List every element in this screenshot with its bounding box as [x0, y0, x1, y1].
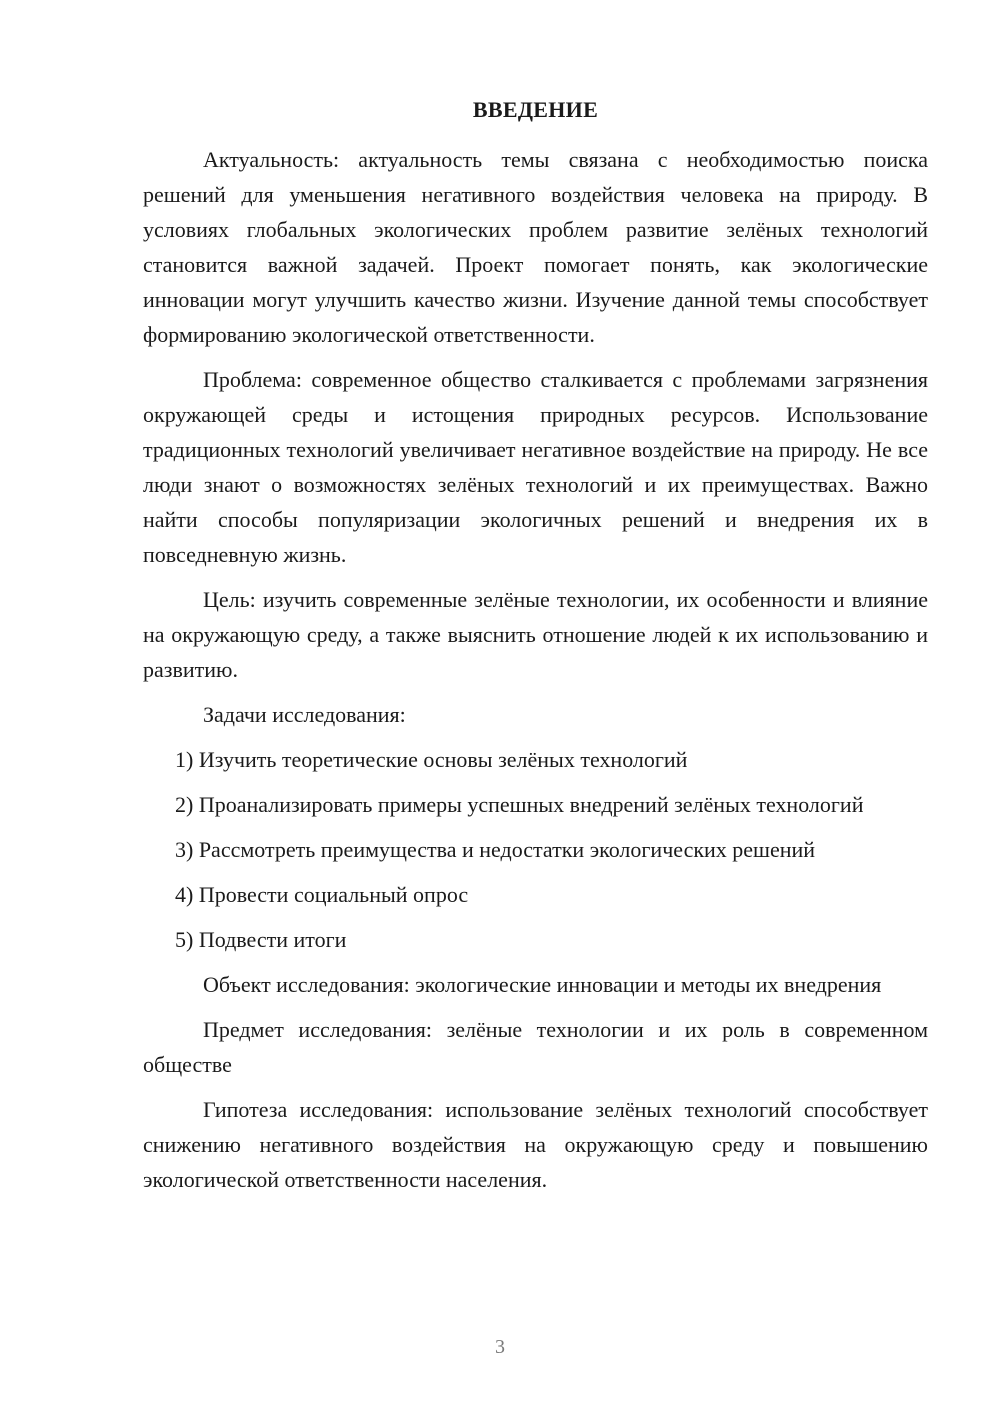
tasks-heading: Задачи исследования:	[203, 702, 406, 727]
task-item: 4) Провести социальный опрос	[175, 882, 469, 907]
document-page	[143, 94, 928, 1207]
page-number: 3	[495, 1336, 505, 1358]
task-item: 2) Проанализировать примеры успешных внедрений зелёных технологий	[175, 792, 864, 817]
task-item: 5) Подвести итоги	[175, 927, 347, 952]
task-item: 1) Изучить теоретические основы зелёных технологий	[175, 747, 688, 772]
hypothesis-paragraph: Гипотеза исследования: использование зелёных технологий способствует снижению негативного воздействия на окружающую среду и повышению экологической ответственности населения.	[143, 1097, 928, 1192]
page-title: ВВЕДЕНИЕ	[472, 97, 599, 122]
goal-paragraph: Цель: изучить современные зелёные технологии, их особенности и влияние на окружающую среду, а также выяснить отношение людей к их использованию и развитию.	[143, 587, 928, 682]
task-item: 3) Рассмотреть преимущества и недостатки экологических решений	[175, 837, 816, 862]
relevance-paragraph: Актуальность: актуальность темы связана с необходимостью поиска решений для уменьшения негативного воздействия человека на природу. В условиях глобальных экологических проблем развитие зелёных технологий становится важной задачей. Проект помогает понять, как экологические инновации могут улучшить качество жизни. Изучение данной темы способствует формированию экологической ответственности.	[143, 147, 928, 347]
problem-paragraph: Проблема: современное общество сталкивается с проблемами загрязнения окружающей среды и истощения природных ресурсов. Использование традиционных технологий увеличивает негативное воздействие на природу. Не все люди знают о возможностях зелёных технологий и их преимуществах. Важно найти способы популяризации экологичных решений и внедрения их в повседневную жизнь.	[143, 367, 928, 567]
object-paragraph: Объект исследования: экологические инновации и методы их внедрения	[203, 972, 882, 997]
subject-paragraph: Предмет исследования: зелёные технологии и их роль в современном обществе	[143, 1017, 928, 1077]
